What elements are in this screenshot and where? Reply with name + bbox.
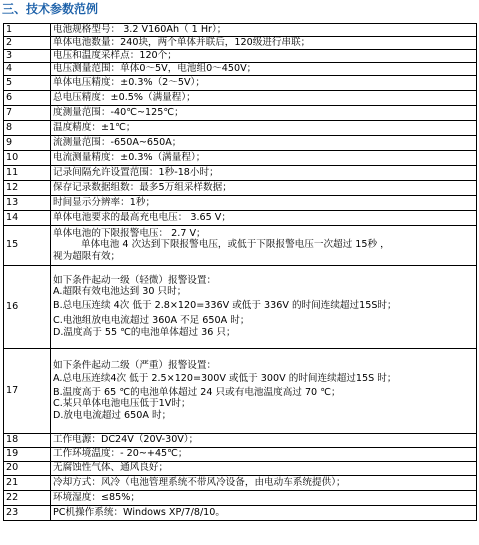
spec-table (3, 23, 477, 521)
row-text: 如下条件起动二级（严重）报警设置： A.总电压连续4次 低于 2.5×120=300V 或低于 300V 的时间连续超过15S 时； B.温度高于 65 ℃的电池单体超过 24 只或有电池温度高过 70 ℃； C.某只单体电池电压低于1V时； D.放电电流超过 650A 时； (51, 348, 477, 433)
row-number: 15 (4, 225, 51, 265)
table-row (4, 105, 477, 120)
row-text: 度测量范围：-40℃~125℃； (51, 105, 477, 120)
table-row (4, 135, 477, 150)
table-row (4, 475, 477, 490)
row-number: 19 (4, 447, 51, 461)
table-row (4, 49, 477, 62)
row-text: 电压和温度采样点：120个； (51, 49, 477, 62)
table-row (4, 75, 477, 90)
row-number: 2 (4, 36, 51, 49)
row-text: 单体电池数量：240块，两个单体并联后，120级进行串联； (51, 36, 477, 49)
row-text: 工作电源：DC24V（20V-30V）； (51, 433, 477, 447)
row-number: 3 (4, 49, 51, 62)
table-row (4, 265, 477, 348)
row-number: 5 (4, 75, 51, 90)
row-number: 18 (4, 433, 51, 447)
table-row (4, 461, 477, 475)
row-text: 时间显示分辨率：1秒； (51, 195, 477, 210)
row-number: 1 (4, 24, 51, 37)
row-text: 电流测量精度：±0.3%（满量程）； (51, 150, 477, 165)
row-number: 23 (4, 505, 51, 520)
table-row (4, 180, 477, 195)
row-number: 8 (4, 120, 51, 135)
row-number: 17 (4, 348, 51, 433)
table-row (4, 24, 477, 37)
row-number: 12 (4, 180, 51, 195)
row-number: 4 (4, 62, 51, 75)
row-text: 如下条件起动一级（轻微）报警设置： A.超限有效电池达到 30 只时； B.总电压连续 4次 低于 2.8×120=336V 或低于 336V 的时间连续超过15S时； C.电池组放电电流超过 360A 不足 650A 时； D.温度高于 55 ℃的电池单体超过 36 只； (51, 265, 477, 348)
table-row (4, 433, 477, 447)
table-row (4, 36, 477, 49)
row-text: 环境湿度：≤85%； (51, 490, 477, 505)
row-text: 流测量范围：-650A~650A； (51, 135, 477, 150)
table-row (4, 225, 477, 265)
table-row (4, 210, 477, 225)
row-text: 电池规格型号： 3.2 V160Ah（ 1 Hr）； (51, 24, 477, 37)
row-number: 7 (4, 105, 51, 120)
row-text: 单体电池的下限报警电压： 2.7 V； 单体电池 4 次达到下限报警电压，或低于下限报警电压一次超过 15秒 ， 视为超限有效； (51, 225, 477, 265)
row-text: 单体电池要求的最高充电电压： 3.65 V； (51, 210, 477, 225)
row-number: 9 (4, 135, 51, 150)
table-row (4, 120, 477, 135)
table-row (4, 348, 477, 433)
row-text: 单体电压精度：±0.3%（2～5V）； (51, 75, 477, 90)
row-text: 温度精度：±1℃； (51, 120, 477, 135)
row-number: 14 (4, 210, 51, 225)
table-row (4, 62, 477, 75)
section-title: 三、技术参数范例 (2, 2, 99, 16)
table-row (4, 447, 477, 461)
table-row (4, 165, 477, 180)
table-row (4, 505, 477, 520)
row-text: 工作环境温度：- 20~+45℃； (51, 447, 477, 461)
row-text: PC机操作系统：Windows XP/7/8/10。 (51, 505, 477, 520)
row-number: 21 (4, 475, 51, 490)
row-number: 6 (4, 90, 51, 105)
row-number: 16 (4, 265, 51, 348)
row-text: 保存记录数据组数：最多5万组采样数据； (51, 180, 477, 195)
table-row (4, 490, 477, 505)
table-row (4, 150, 477, 165)
row-number: 20 (4, 461, 51, 475)
row-text: 无腐蚀性气体、通风良好； (51, 461, 477, 475)
row-text: 冷却方式：风冷（电池管理系统不带风冷设备，由电动车系统提供）； (51, 475, 477, 490)
row-text: 总电压精度：±0.5%（满量程）； (51, 90, 477, 105)
row-number: 11 (4, 165, 51, 180)
row-number: 22 (4, 490, 51, 505)
row-number: 10 (4, 150, 51, 165)
row-text: 记录间隔允许设置范围：1秒-18小时； (51, 165, 477, 180)
row-text: 电压测量范围：单体0～5V，电池组0～450V； (51, 62, 477, 75)
table-row (4, 195, 477, 210)
row-number: 13 (4, 195, 51, 210)
table-row (4, 90, 477, 105)
